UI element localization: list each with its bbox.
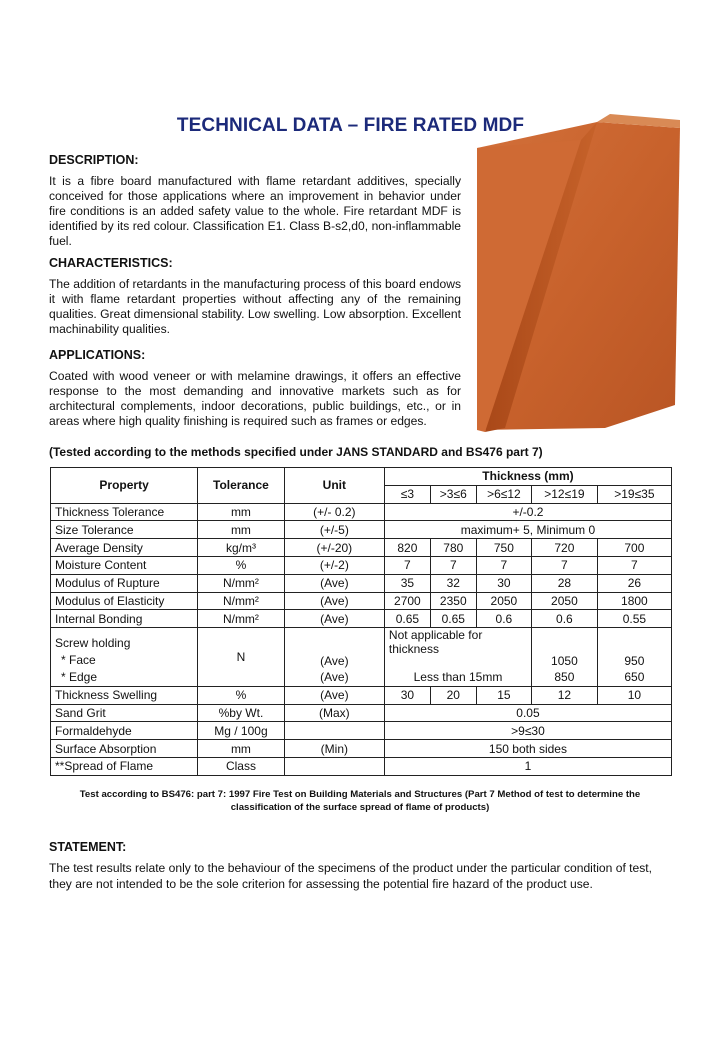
unit-cell: (Max) <box>284 704 384 722</box>
unit-cell: (Ave) <box>284 686 384 704</box>
statement-heading: STATEMENT: <box>49 840 127 854</box>
value-cell: 1800 <box>597 592 671 610</box>
value-cell: +/-0.2 <box>384 503 671 521</box>
tolerance-cell: % <box>198 556 285 574</box>
table-row <box>51 503 672 521</box>
table-row-screw-face <box>51 645 672 669</box>
less-than-cell: Less than 15mm <box>384 669 531 686</box>
value-cell <box>597 628 671 645</box>
header-tolerance: Tolerance <box>198 468 285 504</box>
table-header-row <box>51 468 672 486</box>
description-heading: DESCRIPTION: <box>49 153 139 167</box>
value-cell: 26 <box>597 574 671 592</box>
table-row <box>51 556 672 574</box>
property-cell: Modulus of Elasticity <box>51 592 198 610</box>
value-cell: 12 <box>532 686 598 704</box>
property-cell: **Spread of Flame <box>51 757 198 775</box>
value-cell: 35 <box>384 574 430 592</box>
mdf-board-image <box>465 110 690 440</box>
property-cell: Size Tolerance <box>51 521 198 539</box>
unit-cell: (+/- 0.2) <box>284 503 384 521</box>
value-cell: 2350 <box>430 592 476 610</box>
unit-cell: (+/-20) <box>284 539 384 557</box>
range-header: >19≤35 <box>597 485 671 503</box>
value-cell: 30 <box>476 574 531 592</box>
table-row <box>51 592 672 610</box>
technical-data-table <box>50 467 672 776</box>
table-row <box>51 757 672 775</box>
value-cell: 28 <box>532 574 598 592</box>
value-cell <box>532 628 598 645</box>
value-cell: 7 <box>532 556 598 574</box>
property-cell: Formaldehyde <box>51 722 198 740</box>
tolerance-cell: N/mm² <box>198 574 285 592</box>
header-thickness: Thickness (mm) <box>384 468 671 486</box>
value-cell: 0.6 <box>476 610 531 628</box>
property-cell: Surface Absorption <box>51 740 198 758</box>
tolerance-cell: mm <box>198 503 285 521</box>
table-row <box>51 521 672 539</box>
property-cell: Thickness Tolerance <box>51 503 198 521</box>
value-cell: 7 <box>430 556 476 574</box>
tolerance-cell: mm <box>198 740 285 758</box>
value-cell: 0.05 <box>384 704 671 722</box>
table-row <box>51 610 672 628</box>
description-text: It is a fibre board manufactured with flame retardant additives, specially conceived for those applications where an improvement in behavior under fire conditions is an added safety value to the whole. Fire retardant MDF is identified by its red colour. Classification E1. Class B-s2,d0, non-inflammable fuel. <box>49 174 461 248</box>
value-cell: 32 <box>430 574 476 592</box>
tested-note: (Tested according to the methods specified under JANS STANDARD and BS476 part 7) <box>49 445 543 459</box>
unit-cell: (Ave) <box>284 645 384 669</box>
value-cell: 750 <box>476 539 531 557</box>
unit-cell <box>284 628 384 645</box>
not-applicable-cell: Not applicable for thickness <box>384 628 531 669</box>
value-cell: >9≤30 <box>384 722 671 740</box>
value-cell: 720 <box>532 539 598 557</box>
table-row <box>51 704 672 722</box>
table-row <box>51 686 672 704</box>
tolerance-cell: Mg / 100g <box>198 722 285 740</box>
screw-holding-label: Screw holding <box>55 635 131 650</box>
value-cell: maximum+ 5, Minimum 0 <box>384 521 671 539</box>
value-cell: 10 <box>597 686 671 704</box>
property-cell: Moisture Content <box>51 556 198 574</box>
unit-cell <box>284 757 384 775</box>
value-cell: 30 <box>384 686 430 704</box>
property-cell: Modulus of Rupture <box>51 574 198 592</box>
property-cell: Internal Bonding <box>51 610 198 628</box>
tolerance-cell: N/mm² <box>198 592 285 610</box>
value-cell: 20 <box>430 686 476 704</box>
property-cell: Thickness Swelling <box>51 686 198 704</box>
statement-text: The test results relate only to the behaviour of the specimens of the product under the particular condition of test, they are not intended to be the sole criterion for assessing the potential fire hazard of the product use. <box>49 861 653 891</box>
value-cell: 0.6 <box>532 610 598 628</box>
property-cell: Average Density <box>51 539 198 557</box>
tolerance-cell: %by Wt. <box>198 704 285 722</box>
range-header: >3≤6 <box>430 485 476 503</box>
unit-cell: (Ave) <box>284 574 384 592</box>
property-cell: Sand Grit <box>51 704 198 722</box>
characteristics-heading: CHARACTERISTICS: <box>49 256 173 270</box>
header-unit: Unit <box>284 468 384 504</box>
value-cell: 7 <box>597 556 671 574</box>
applications-heading: APPLICATIONS: <box>49 348 146 362</box>
unit-cell: (Ave) <box>284 669 384 686</box>
page-title: TECHNICAL DATA – FIRE RATED MDF <box>176 115 525 136</box>
value-cell: 850 <box>532 669 598 686</box>
property-cell <box>51 635 198 669</box>
unit-cell: (+/-5) <box>284 521 384 539</box>
value-cell: 820 <box>384 539 430 557</box>
value-cell: 0.65 <box>430 610 476 628</box>
value-cell: 7 <box>384 556 430 574</box>
value-cell: 2050 <box>532 592 598 610</box>
value-cell: 150 both sides <box>384 740 671 758</box>
table-row <box>51 740 672 758</box>
value-cell: 780 <box>430 539 476 557</box>
value-cell: 0.65 <box>384 610 430 628</box>
applications-text: Coated with wood veneer or with melamine drawings, it offers an effective response to the most demanding and innovative markets such as for architectural complements, indoor decorations, public buildings, etc., or in areas where high quality finishing is required such as frames or edges. <box>49 369 461 428</box>
range-header: ≤3 <box>384 485 430 503</box>
characteristics-text: The addition of retardants in the manufacturing process of this board endows it with flame retardant properties without affecting any of the remaining qualities. Great dimensional stability. Low swelling. Low absorption. Excellent machinability qualities. <box>49 277 461 336</box>
value-cell: 650 <box>597 669 671 686</box>
table-footnote: Test according to BS476: part 7: 1997 Fire Test on Building Materials and Structures (Part 7 Method of test to determine the classification of the surface spread of flame of products) <box>79 789 641 813</box>
value-cell: 2700 <box>384 592 430 610</box>
value-cell: 0.55 <box>597 610 671 628</box>
value-cell: 1 <box>384 757 671 775</box>
range-header: >6≤12 <box>476 485 531 503</box>
value-cell: 1050 <box>532 645 598 669</box>
range-header: >12≤19 <box>532 485 598 503</box>
value-cell: 950 <box>597 645 671 669</box>
tolerance-cell: Class <box>198 757 285 775</box>
table-row <box>51 722 672 740</box>
value-cell: 700 <box>597 539 671 557</box>
unit-cell: (+/-2) <box>284 556 384 574</box>
unit-cell: (Ave) <box>284 610 384 628</box>
value-cell: 7 <box>476 556 531 574</box>
unit-cell: (Ave) <box>284 592 384 610</box>
unit-cell <box>284 722 384 740</box>
header-property: Property <box>51 468 198 504</box>
tolerance-cell: N/mm² <box>198 610 285 628</box>
tolerance-cell: % <box>198 686 285 704</box>
value-cell: 2050 <box>476 592 531 610</box>
unit-cell: (Min) <box>284 740 384 758</box>
value-cell: 15 <box>476 686 531 704</box>
edge-label: * Edge <box>51 669 198 686</box>
table-row <box>51 574 672 592</box>
face-label: * Face <box>61 652 96 667</box>
tolerance-cell: mm <box>198 521 285 539</box>
tolerance-cell: kg/m³ <box>198 539 285 557</box>
table-row <box>51 539 672 557</box>
tolerance-cell: N <box>198 628 285 687</box>
table-row-screw-edge <box>51 669 672 686</box>
